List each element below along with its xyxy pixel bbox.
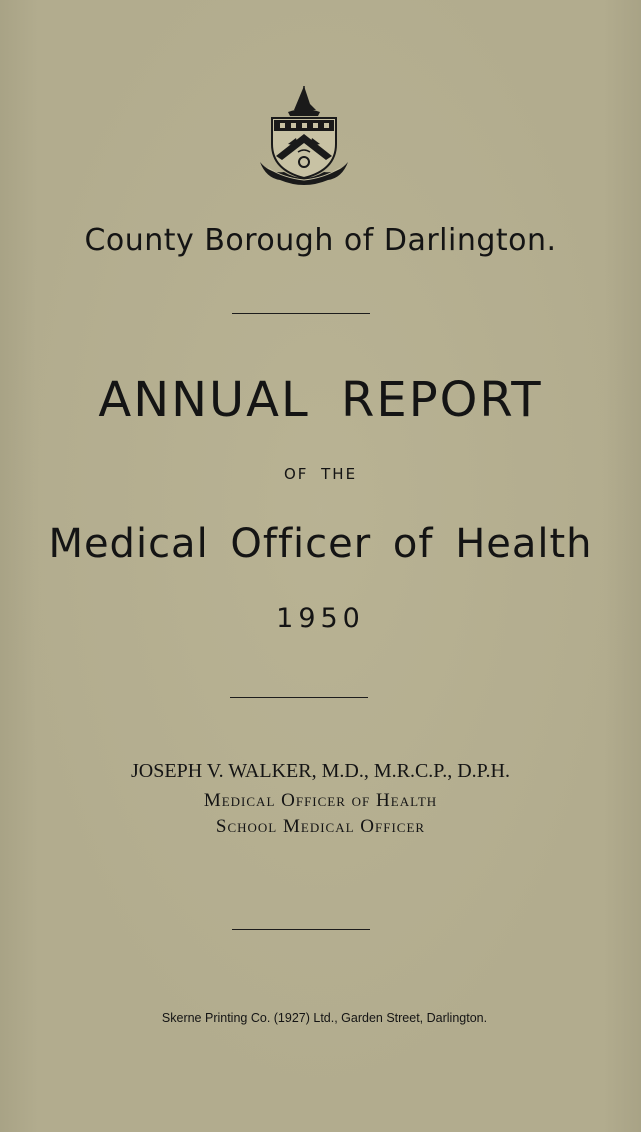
- report-title: ANNUAL REPORT: [98, 372, 543, 428]
- author-name: JOSEPH V. WALKER, M.D., M.R.C.P., D.P.H.: [131, 760, 510, 782]
- borough-coat-of-arms-icon: [258, 82, 350, 188]
- divider-middle: [230, 697, 368, 698]
- author-role-school-officer: School Medical Officer: [215, 816, 426, 837]
- author-role-medical-officer: Medical Officer of Health: [203, 790, 438, 811]
- borough-name: County Borough of Darlington.: [84, 223, 557, 258]
- divider-top: [232, 313, 370, 314]
- report-year: 1950: [276, 603, 365, 634]
- printer-imprint: Skerne Printing Co. (1927) Ltd., Garden Street, Darlington.: [161, 1011, 488, 1025]
- divider-bottom: [232, 929, 370, 930]
- report-subject: Medical Officer of Health: [48, 521, 593, 567]
- report-title-connector: OF THE: [283, 465, 358, 483]
